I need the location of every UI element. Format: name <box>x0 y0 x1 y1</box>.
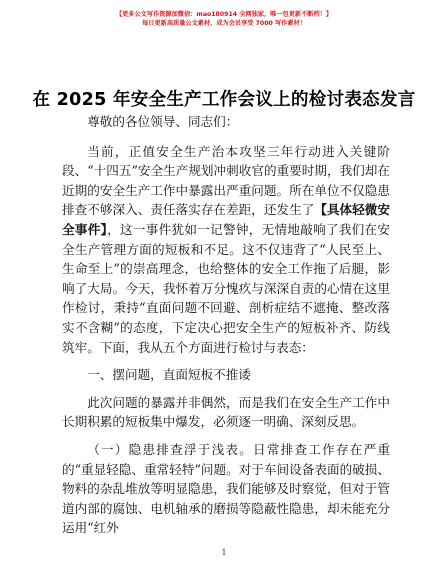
page-number: 1 <box>221 548 227 557</box>
intro-paragraph <box>62 142 390 358</box>
banner-line-1: 【更多公文写作资源加微信：mao180914 全网独家，唯一包更新不断档！】 <box>115 11 333 18</box>
intro-text-a: 当前，正值安全生产治本攻坚三年行动进入关键阶段、“十四五”安全生产规划冲刺收官的重要时期，我们却在近期的安全生产工作中暴露出严重问题。所在单位不仅隐患排查不够深入、责任落实存在差距，还发生了 <box>62 143 390 218</box>
section-heading-1: 一、摆问题，直面短板不推诿 <box>87 367 251 383</box>
subsection-1-paragraph: （一）隐患排查浮于浅表。日常排查工作存在严重的“重显轻隐、重常轻特”问题。对于车间设备表面的破损、物料的杂乱堆放等明显隐患，我们能够及时察觉，但对于管道内部的腐蚀、电机轴承的磨损等隐蔽性隐患，却未能充分运用“红外 <box>62 441 390 536</box>
salutation: 尊敬的各位领导、同志们： <box>87 114 239 129</box>
intro-text-b: ，这一事件犹如一记警钟，无情地敲响了我们在安全生产管理方面的短板和不足。这不仅违背了“人民至上、生命至上”的崇高理念，也给整体的安全工作拖了后腿，影响了大局。今天，我怀着万分愧疚与深深自责的心情在这里作检讨，秉持“直面问题不回避、剖析症结不遮掩、整改落实不含糊”的态度，下定决心把安全生产的短板补齐、防线筑牢。下面，我从五个方面进行检讨与表态： <box>62 221 391 355</box>
banner-line-2: 每日更新高质量公文素材，成为会员享受 7000 写作素材！ <box>142 20 306 27</box>
promo-banner <box>0 10 448 28</box>
document-title: 在 2025 年安全生产工作会议上的检讨表态发言 <box>32 90 416 110</box>
section-1-paragraph: 此次问题的暴露并非偶然，而是我们在安全生产工作中长期积累的短板集中爆发，必须逐一明确、深刻反思。 <box>62 394 390 430</box>
intro-bold-placeholder: 【具体轻微安全事件】 <box>62 202 391 237</box>
document-body <box>62 112 390 546</box>
